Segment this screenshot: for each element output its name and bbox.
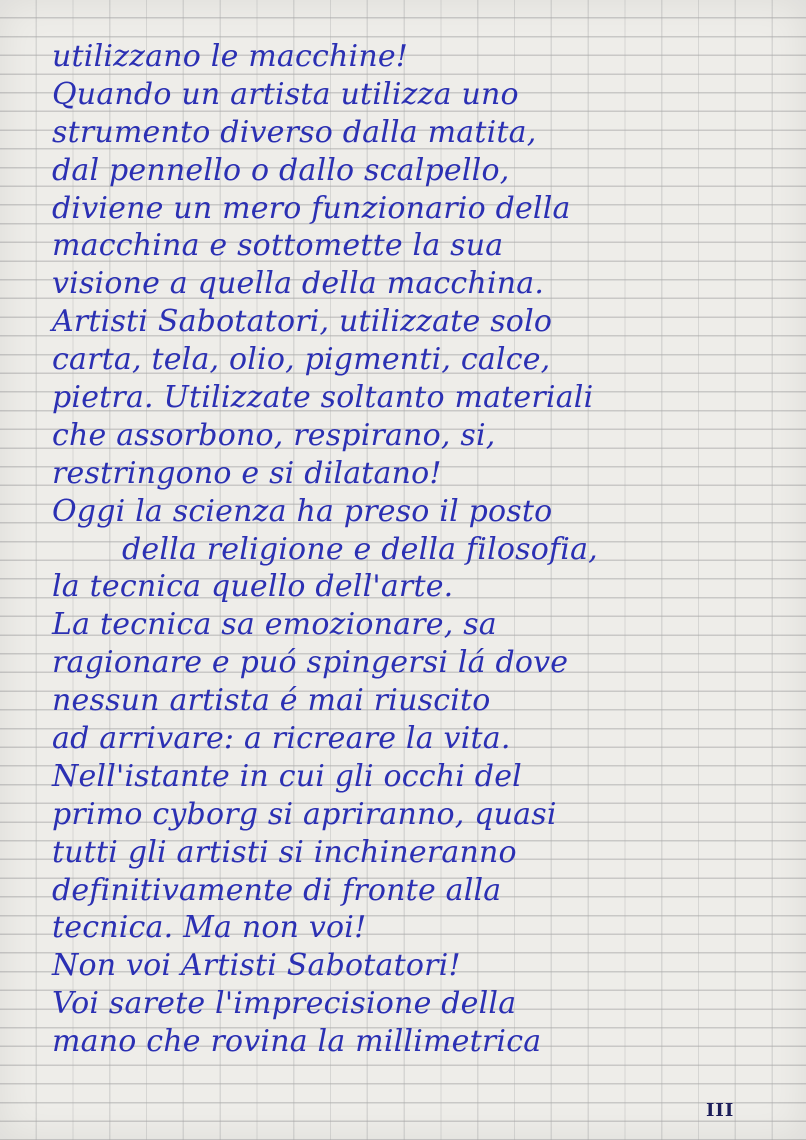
text-line: diviene un mero funzionario della xyxy=(52,190,571,226)
text-line: mano che rovina la millimetrica xyxy=(52,1024,542,1060)
text-line: ragionare e puó spingersi lá dove xyxy=(52,645,569,681)
text-line: Oggi la scienza ha preso il posto xyxy=(52,493,553,529)
text-line: carta, tela, olio, pigmenti, calce, xyxy=(52,342,551,378)
text-line: nessun artista é mai riuscito xyxy=(52,683,491,719)
text-line: pietra. Utilizzate soltanto materiali xyxy=(52,380,594,416)
text-line: La tecnica sa emozionare, sa xyxy=(52,607,497,643)
text-line: tecnica. Ma non voi! xyxy=(52,910,367,946)
text-line: primo cyborg si apriranno, quasi xyxy=(52,796,557,832)
text-line: restringono e si dilatano! xyxy=(52,455,442,491)
text-line: Non voi Artisti Sabotatori! xyxy=(52,948,461,984)
text-line: ad arrivare: a ricreare la vita. xyxy=(52,721,511,757)
text-line: della religione e della filosofia, xyxy=(122,531,598,567)
handwritten-text xyxy=(52,38,772,1061)
text-line: che assorbono, respirano, si, xyxy=(52,417,496,453)
text-line: strumento diverso dalla matita, xyxy=(52,114,537,150)
text-line: Quando un artista utilizza uno xyxy=(52,76,519,112)
text-line: dal pennello o dallo scalpello, xyxy=(52,152,510,188)
text-line: Nell'istante in cui gli occhi del xyxy=(52,758,522,794)
page-number: III xyxy=(706,1100,735,1121)
text-line: macchina e sottomette la sua xyxy=(52,228,504,264)
text-line: definitivamente di fronte alla xyxy=(52,872,502,908)
text-line: utilizzano le macchine! xyxy=(52,39,409,74)
text-line: Artisti Sabotatori, utilizzate solo xyxy=(52,304,553,340)
text-line: visione a quella della macchina. xyxy=(52,266,545,302)
text-line: tutti gli artisti si inchineranno xyxy=(52,834,517,870)
text-line: Voi sarete l'imprecisione della xyxy=(52,986,517,1022)
text-line: la tecnica quello dell'arte. xyxy=(52,569,454,605)
